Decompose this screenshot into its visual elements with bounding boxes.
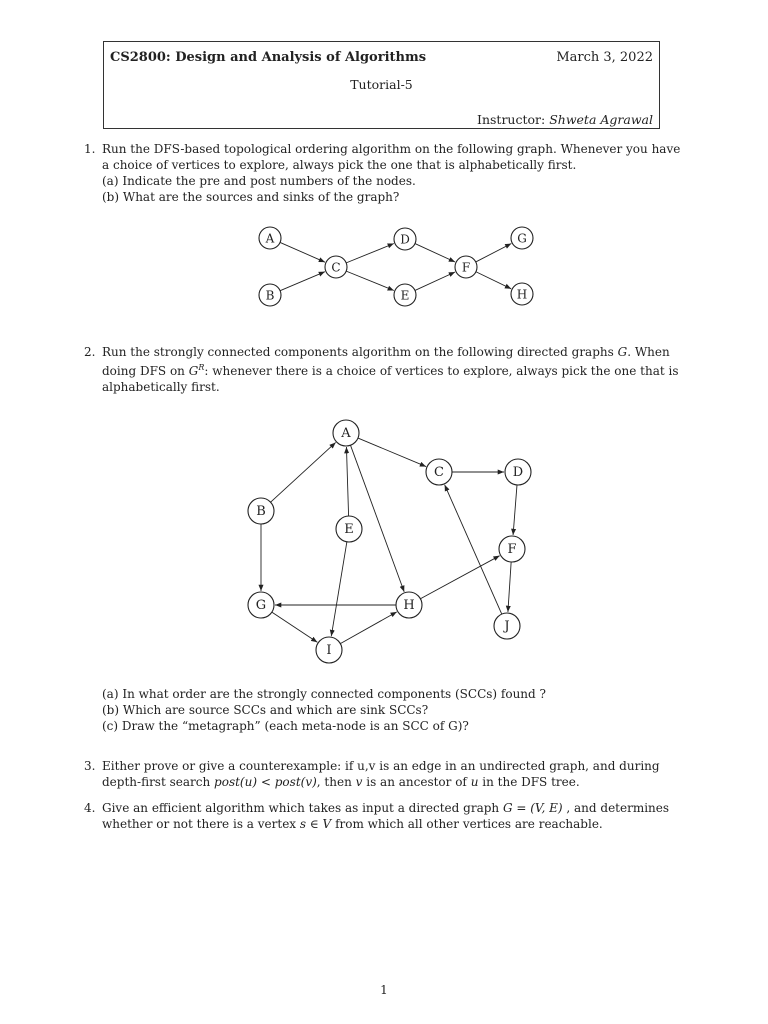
node-label: I bbox=[326, 643, 332, 658]
edge-h-to-f bbox=[420, 556, 499, 599]
node-label: G bbox=[517, 231, 527, 246]
question-text: Run the DFS-based topological ordering algorithm on the following graph. Whenever you have a choice of vertices to explore, always pick the one that is alphabetically first. bbox=[102, 142, 681, 172]
node-f bbox=[499, 536, 525, 562]
question-text-part1: Either prove or give a counterexample: if u,v is an edge in an undirected graph, and during depth-first search bbox=[102, 759, 660, 789]
question-2-subparts bbox=[84, 686, 690, 734]
edge-a-to-c bbox=[358, 438, 426, 467]
instructor-name: Shweta Agrawal bbox=[549, 112, 653, 127]
node-label: A bbox=[265, 231, 275, 246]
node-label: C bbox=[331, 260, 341, 275]
question-text-part1: Give an efficient algorithm which takes as input a directed graph bbox=[102, 801, 500, 815]
node-b bbox=[248, 498, 274, 524]
post-v: post(v) bbox=[274, 775, 317, 789]
question-number: 2. bbox=[84, 345, 96, 359]
edge-g-to-i bbox=[272, 612, 317, 642]
course-title: CS2800: Design and Analysis of Algorithms bbox=[110, 50, 427, 65]
edge-b-to-a bbox=[271, 442, 336, 502]
post-u: post(u) bbox=[214, 775, 258, 789]
question-number: 1. bbox=[84, 142, 96, 156]
graph-symbol: G bbox=[617, 345, 628, 359]
edge-f-to-j bbox=[508, 562, 511, 612]
node-label: F bbox=[507, 542, 517, 557]
edge-a-to-h bbox=[350, 445, 404, 592]
node-label: H bbox=[516, 287, 528, 302]
node-j bbox=[494, 613, 520, 639]
node-label: E bbox=[400, 288, 410, 303]
vertex-def: s ∈ V bbox=[299, 817, 332, 831]
node-label: E bbox=[344, 522, 354, 537]
edge-j-to-c bbox=[445, 485, 502, 614]
subquestion-b: (b) Which are source SCCs and which are sink SCCs? bbox=[102, 703, 429, 717]
graph-def: G = (V, E) bbox=[502, 801, 563, 815]
edge-d-to-f bbox=[513, 485, 517, 535]
node-label: A bbox=[341, 426, 351, 441]
question-text-part3: from which all other vertices are reachable. bbox=[335, 817, 603, 831]
question-text-part4: in the DFS tree. bbox=[482, 775, 580, 789]
node-g bbox=[248, 592, 274, 618]
page-number: 1 bbox=[380, 983, 388, 997]
node-label: J bbox=[504, 619, 510, 634]
node-a bbox=[333, 420, 359, 446]
question-text-part3: : whenever there is a choice of vertices to explore, always pick the one that is alphabetically first. bbox=[102, 364, 679, 394]
subquestion-c: (c) Draw the “metagraph” (each meta-node is an SCC of G)? bbox=[102, 719, 469, 733]
node-label: C bbox=[434, 465, 444, 480]
question-text-part2: , then bbox=[316, 775, 352, 789]
edge-i-to-h bbox=[340, 612, 396, 644]
question-text-part1: Run the strongly connected components algorithm on the following directed graphs bbox=[102, 345, 614, 359]
var-u: u bbox=[470, 775, 479, 789]
less-than: < bbox=[260, 775, 271, 789]
node-e bbox=[336, 516, 362, 542]
question-number: 3. bbox=[84, 759, 96, 773]
edge-e-to-a bbox=[346, 447, 348, 516]
node-label: D bbox=[512, 465, 524, 480]
question-text-part2: , and determines whether or not there is a vertex bbox=[102, 801, 670, 831]
date: March 3, 2022 bbox=[556, 50, 653, 65]
node-d bbox=[505, 459, 531, 485]
subquestion-b: (b) What are the sources and sinks of the graph? bbox=[102, 190, 400, 204]
instructor-label: Instructor: bbox=[477, 112, 546, 127]
question-number: 4. bbox=[84, 801, 96, 815]
node-label: B bbox=[265, 288, 275, 303]
edge-e-to-i bbox=[331, 542, 347, 636]
var-v: v bbox=[355, 775, 363, 789]
question-text-part3: is an ancestor of bbox=[366, 775, 467, 789]
question-text-part2: . When doing DFS on bbox=[102, 345, 670, 378]
node-label: H bbox=[403, 598, 415, 613]
tutorial-title: Tutorial-5 bbox=[350, 77, 413, 92]
question-3 bbox=[84, 758, 690, 790]
reverse-superscript: R bbox=[198, 363, 205, 372]
node-h bbox=[396, 592, 422, 618]
node-label: G bbox=[255, 598, 267, 613]
node-i bbox=[316, 637, 342, 663]
subquestion-a: (a) Indicate the pre and post numbers of the nodes. bbox=[102, 174, 416, 188]
node-label: F bbox=[461, 260, 471, 275]
question-4 bbox=[84, 800, 690, 832]
reverse-graph-symbol: G bbox=[188, 364, 199, 378]
node-label: B bbox=[256, 504, 266, 519]
subquestion-a: (a) In what order are the strongly connected components (SCCs) found ? bbox=[102, 687, 546, 701]
node-c bbox=[426, 459, 452, 485]
node-label: D bbox=[400, 232, 410, 247]
